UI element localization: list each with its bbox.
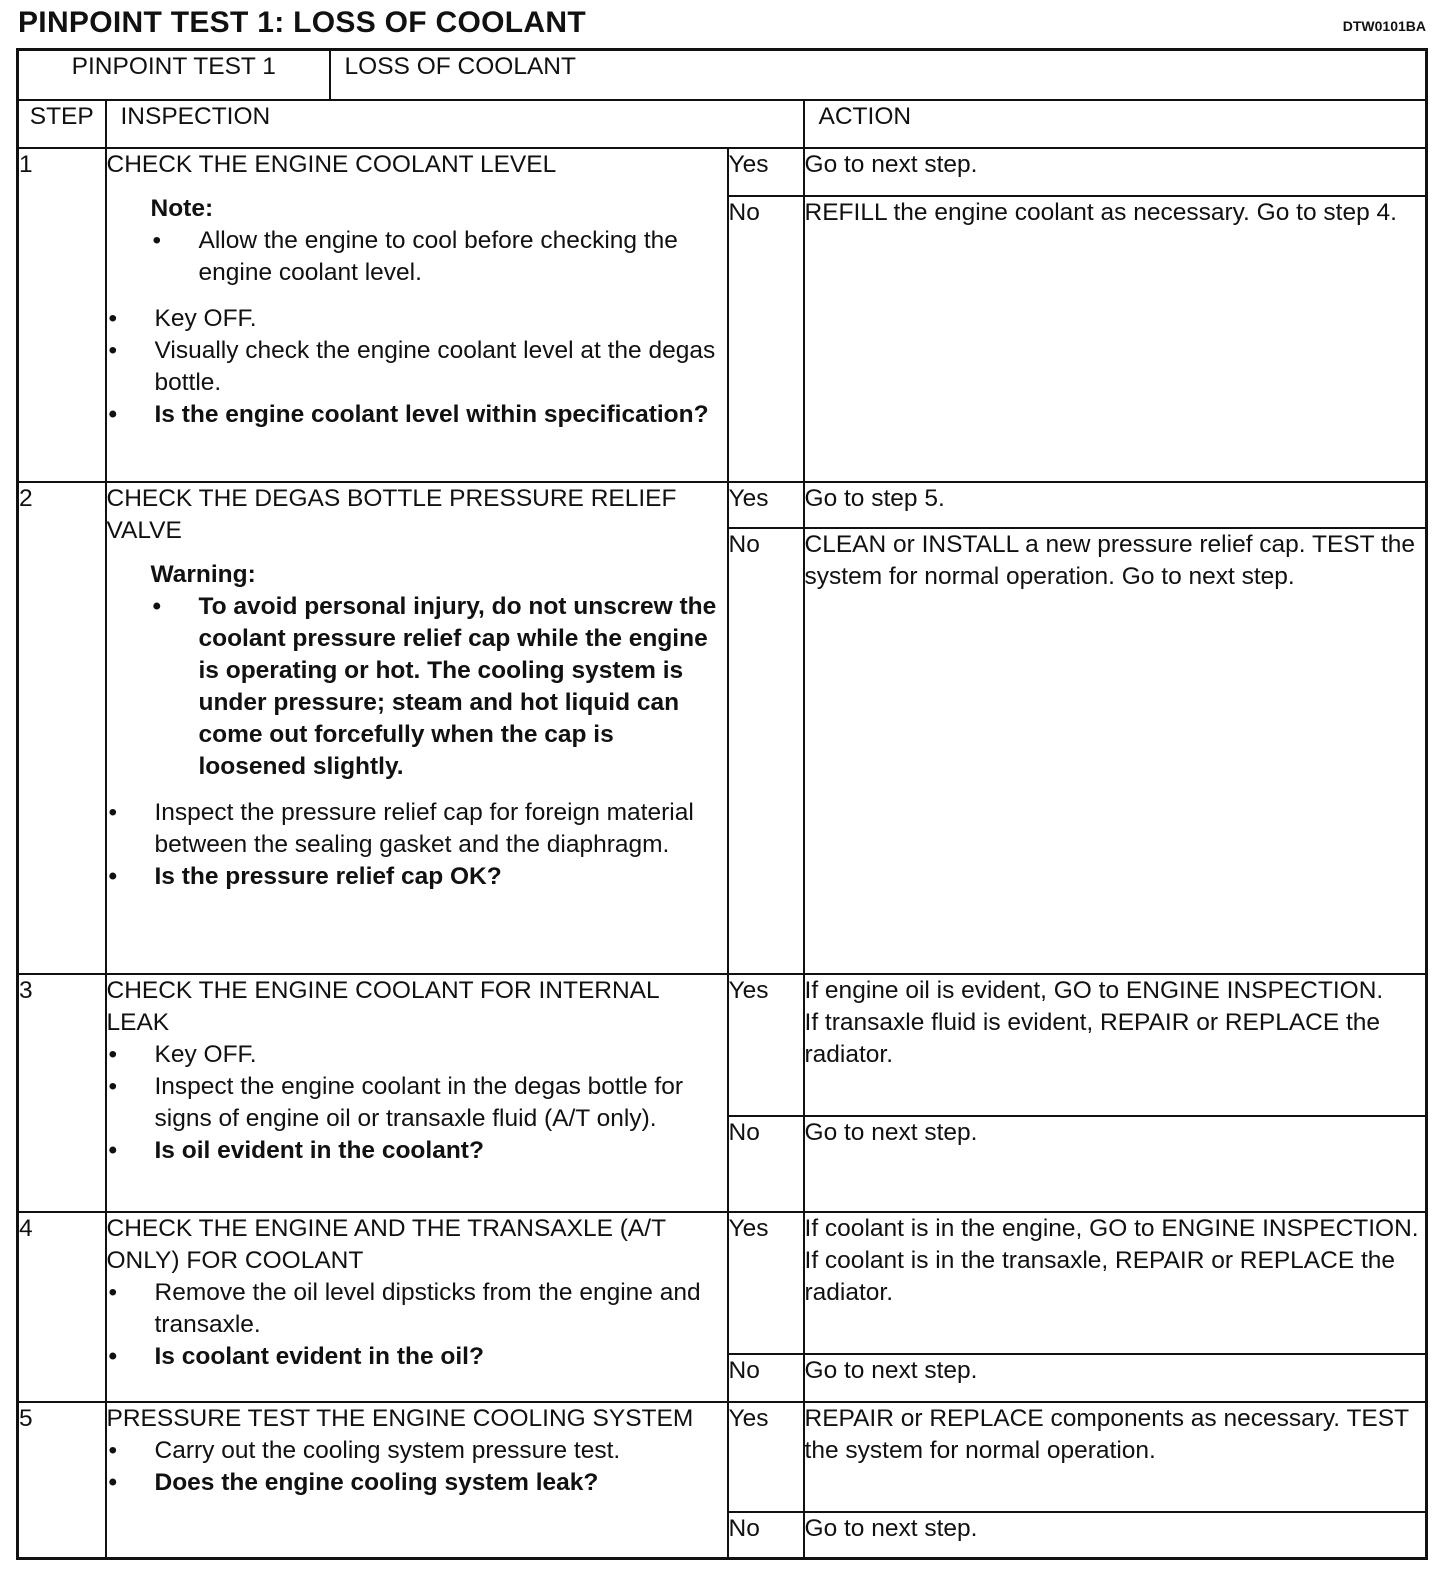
step-row — [18, 482, 1427, 528]
yes-action — [804, 974, 1427, 1116]
no-label: No — [728, 1116, 804, 1212]
step-inspection — [106, 1402, 728, 1558]
inspection-bullet: • Inspect the pressure relief cap for foreign material between the sealing gasket and the diaphragm. — [107, 797, 727, 861]
yes-label: Yes — [728, 482, 804, 528]
inspection-bullet: • Carry out the cooling system pressure test. — [107, 1435, 727, 1467]
column-header-row — [18, 100, 1427, 148]
step-row — [18, 148, 1427, 196]
inspection-question: • Is the engine coolant level within specification? — [107, 399, 727, 431]
step-title: PRESSURE TEST THE ENGINE COOLING SYSTEM — [106, 1405, 694, 1432]
no-action: Go to next step. — [804, 1116, 1427, 1212]
warning-heading: Warning: — [150, 561, 256, 588]
no-action: CLEAN or INSTALL a new pressure relief cap. TEST the system for normal operation. Go to next step. — [804, 528, 1427, 974]
step-title: CHECK THE ENGINE AND THE TRANSAXLE (A/T ONLY) FOR COOLANT — [106, 1215, 666, 1274]
yes-action: Go to step 5. — [804, 482, 1427, 528]
test-label: PINPOINT TEST 1 — [18, 50, 330, 101]
test-header-row — [18, 50, 1427, 101]
step-title: CHECK THE ENGINE COOLANT LEVEL — [106, 151, 557, 178]
note-heading: Note: — [150, 195, 214, 222]
step-title: CHECK THE ENGINE COOLANT FOR INTERNAL LEAK — [106, 977, 659, 1036]
step-number: 4 — [18, 1212, 106, 1402]
yes-label: Yes — [728, 148, 804, 196]
col-step-header: STEP — [18, 100, 106, 148]
inspection-bullet: • Key OFF. — [107, 303, 727, 335]
col-inspection-header: INSPECTION — [106, 100, 804, 148]
pinpoint-test-table — [16, 48, 1428, 1560]
yes-label: Yes — [728, 1402, 804, 1512]
no-action: REFILL the engine coolant as necessary. Go to step 4. — [804, 196, 1427, 482]
test-name: LOSS OF COOLANT — [330, 50, 1427, 101]
inspection-bullet: • Visually check the engine coolant level at the degas bottle. — [107, 335, 727, 399]
step-inspection — [106, 148, 728, 482]
yes-label: Yes — [728, 974, 804, 1116]
yes-action — [804, 1212, 1427, 1354]
warning-bullet: • To avoid personal injury, do not unscrew the coolant pressure relief cap while the engine is operating or hot. The cooling system is under pressure; steam and hot liquid can come out forcefully when the cap is loosened slightly. — [151, 591, 727, 783]
step-number: 5 — [18, 1402, 106, 1558]
inspection-question: • Is oil evident in the coolant? — [107, 1135, 727, 1167]
step-row — [18, 1402, 1427, 1512]
yes-label: Yes — [728, 1212, 804, 1354]
step-row — [18, 974, 1427, 1116]
no-label: No — [728, 1512, 804, 1558]
inspection-question: • Is coolant evident in the oil? — [107, 1341, 727, 1373]
page-title: PINPOINT TEST 1: LOSS OF COOLANT — [18, 6, 586, 39]
document-code: DTW0101BA — [1342, 18, 1426, 34]
inspection-bullet: • Remove the oil level dipsticks from the engine and transaxle. — [107, 1277, 727, 1341]
inspection-bullet: • Key OFF. — [107, 1039, 727, 1071]
step-inspection — [106, 974, 728, 1212]
note-bullet: • Allow the engine to cool before checking the engine coolant level. — [151, 225, 727, 289]
yes-action: Go to next step. — [804, 148, 1427, 196]
col-action-header: ACTION — [804, 100, 1427, 148]
no-label: No — [728, 1354, 804, 1402]
no-label: No — [728, 196, 804, 482]
yes-action-line: If engine oil is evident, GO to ENGINE INSPECTION. — [804, 977, 1384, 1004]
step-number: 1 — [18, 148, 106, 482]
no-label: No — [728, 528, 804, 974]
yes-action-line: If coolant is in the engine, GO to ENGINE INSPECTION. — [804, 1215, 1419, 1242]
step-number: 3 — [18, 974, 106, 1212]
step-inspection — [106, 482, 728, 974]
no-action: Go to next step. — [804, 1354, 1427, 1402]
step-title: CHECK THE DEGAS BOTTLE PRESSURE RELIEF VALVE — [106, 485, 677, 544]
yes-action: REPAIR or REPLACE components as necessary. TEST the system for normal operation. — [804, 1402, 1427, 1512]
step-number: 2 — [18, 482, 106, 974]
no-action: Go to next step. — [804, 1512, 1427, 1558]
step-inspection — [106, 1212, 728, 1402]
inspection-bullet: • Inspect the engine coolant in the degas bottle for signs of engine oil or transaxle fluid (A/T only). — [107, 1071, 727, 1135]
yes-action-line: If transaxle fluid is evident, REPAIR or REPLACE the radiator. — [804, 1009, 1381, 1068]
inspection-question: • Does the engine cooling system leak? — [107, 1467, 727, 1499]
warning-block — [151, 559, 727, 783]
inspection-question: • Is the pressure relief cap OK? — [107, 861, 727, 893]
note-block — [151, 193, 727, 289]
yes-action-line: If coolant is in the transaxle, REPAIR or REPLACE the radiator. — [804, 1247, 1396, 1306]
step-row — [18, 1212, 1427, 1354]
